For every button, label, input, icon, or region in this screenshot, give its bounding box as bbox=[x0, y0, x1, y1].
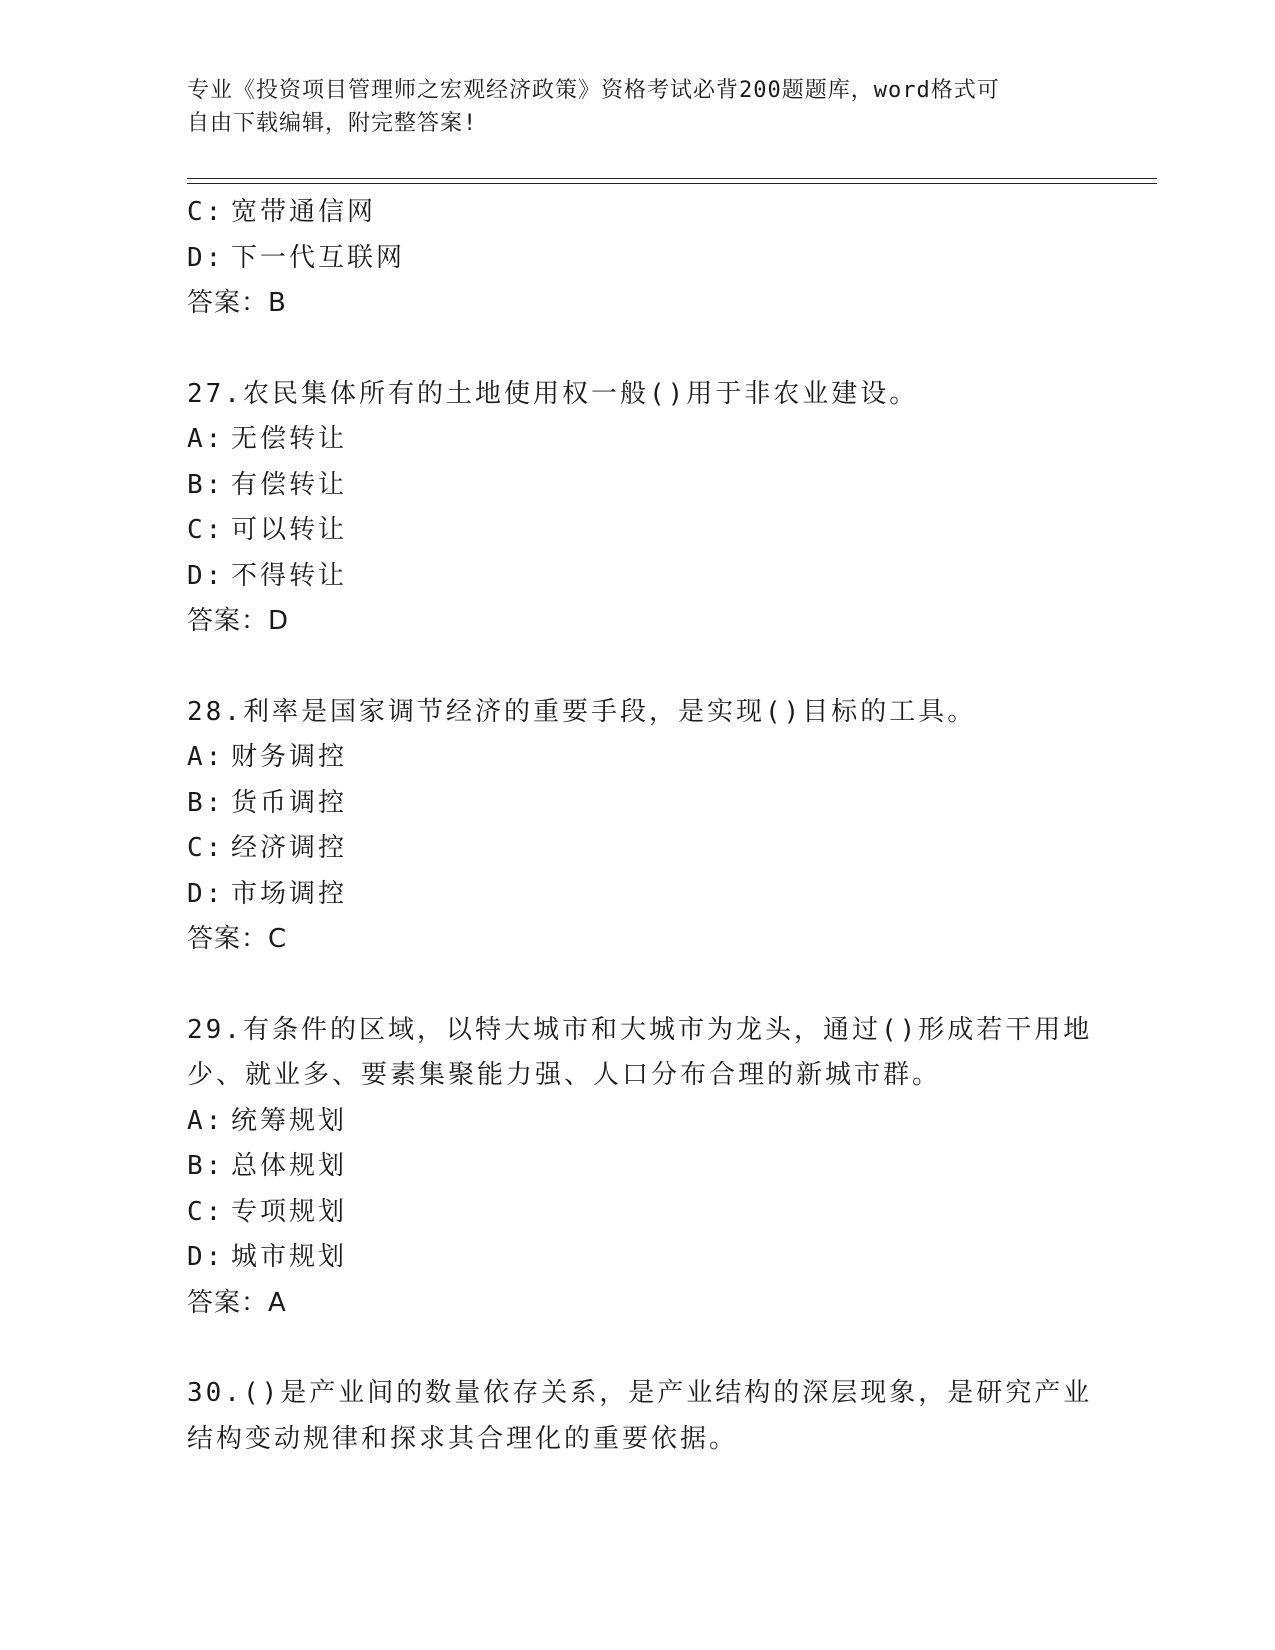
option-key: B: bbox=[187, 469, 225, 500]
option-text: 下一代互联网 bbox=[231, 242, 406, 273]
option-d bbox=[187, 236, 1067, 282]
option-text: 宽带通信网 bbox=[231, 197, 377, 227]
question-stem-line-2: 少、就业多、要素集聚能力强、人口分布合理的新城市群。 bbox=[187, 1060, 942, 1090]
option-c bbox=[187, 826, 1067, 872]
option-text: 有偿转让 bbox=[231, 469, 348, 500]
option-key: C: bbox=[187, 1196, 225, 1227]
answer: 答案：B bbox=[187, 288, 287, 318]
question-stem: 28.利率是国家调节经济的重要手段，是实现()目标的工具。 bbox=[187, 696, 977, 727]
option-text: 统筹规划 bbox=[231, 1105, 348, 1136]
header-divider-top bbox=[187, 178, 1157, 179]
option-key: C: bbox=[187, 197, 225, 227]
question-28 bbox=[187, 690, 1067, 963]
question-stem-line-2: 结构变动规律和探求其合理化的重要依据。 bbox=[187, 1423, 739, 1454]
option-a bbox=[187, 417, 1067, 463]
option-a bbox=[187, 1099, 1067, 1145]
option-key: D: bbox=[187, 878, 225, 909]
question-list bbox=[187, 190, 1093, 1462]
option-a bbox=[187, 735, 1067, 781]
option-key: C: bbox=[187, 833, 225, 863]
option-text: 不得转让 bbox=[231, 560, 348, 591]
option-key: B: bbox=[187, 1151, 225, 1181]
option-b bbox=[187, 781, 1067, 827]
answer: 答案：C bbox=[187, 924, 288, 954]
option-key: A: bbox=[187, 742, 225, 772]
question-27 bbox=[187, 372, 1067, 645]
option-b bbox=[187, 463, 1067, 509]
option-key: A: bbox=[187, 424, 225, 454]
answer: 答案：A bbox=[187, 1287, 287, 1318]
previous-question bbox=[187, 190, 1067, 327]
question-stem-line-1: 29.有条件的区域，以特大城市和大城市为龙头，通过()形成若干用地 bbox=[187, 1014, 1093, 1045]
option-text: 总体规划 bbox=[231, 1151, 348, 1181]
option-d bbox=[187, 872, 1067, 918]
question-stem-line-1: 30.()是产业间的数量依存关系，是产业结构的深层现象，是研究产业 bbox=[187, 1378, 1093, 1408]
option-key: A: bbox=[187, 1105, 225, 1136]
option-key: D: bbox=[187, 242, 225, 273]
document-header bbox=[187, 74, 1067, 140]
option-key: D: bbox=[187, 560, 225, 591]
option-key: B: bbox=[187, 787, 225, 818]
option-c bbox=[187, 508, 1067, 554]
question-stem: 27.农民集体所有的土地使用权一般()用于非农业建设。 bbox=[187, 378, 919, 409]
option-text: 财务调控 bbox=[231, 742, 348, 772]
option-c bbox=[187, 1190, 1067, 1236]
option-text: 市场调控 bbox=[231, 878, 348, 909]
option-text: 专项规划 bbox=[231, 1196, 348, 1227]
answer: 答案：D bbox=[187, 606, 290, 636]
option-text: 经济调控 bbox=[231, 833, 348, 863]
option-text: 货币调控 bbox=[231, 787, 348, 818]
option-text: 城市规划 bbox=[231, 1242, 348, 1272]
question-29 bbox=[187, 1008, 1093, 1327]
option-c bbox=[187, 190, 1067, 236]
option-d bbox=[187, 554, 1067, 600]
option-b bbox=[187, 1144, 1067, 1190]
option-key: D: bbox=[187, 1242, 225, 1272]
option-text: 可以转让 bbox=[231, 515, 348, 545]
header-line-1: 专业《投资项目管理师之宏观经济政策》资格考试必背200题题库，word格式可 bbox=[187, 78, 1000, 103]
option-text: 无偿转让 bbox=[231, 424, 348, 454]
question-30 bbox=[187, 1371, 1093, 1462]
header-line-2: 自由下载编辑，附完整答案! bbox=[187, 111, 478, 136]
header-divider-bottom bbox=[187, 183, 1157, 184]
option-d bbox=[187, 1235, 1067, 1281]
option-key: C: bbox=[187, 515, 225, 545]
